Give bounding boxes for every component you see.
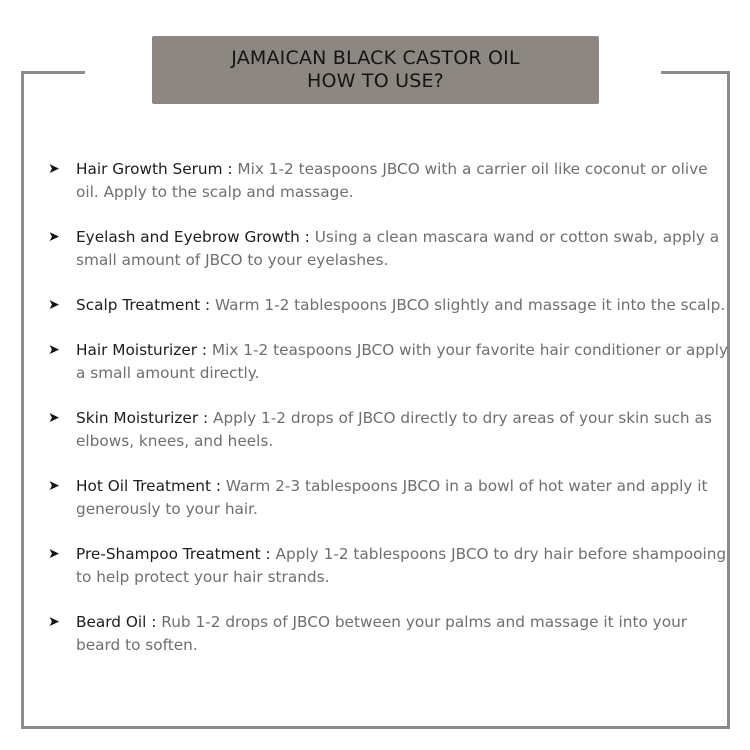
- item-description: Rub 1-2 drops of JBCO between your palms and massage it into your beard to soften.: [76, 613, 688, 654]
- item-label: Skin Moisturizer :: [76, 409, 213, 427]
- list-item: [48, 294, 733, 317]
- item-description: Mix 1-2 teaspoons JBCO with a carrier oil like coconut or olive oil. Apply to the scalp and massage.: [76, 160, 708, 201]
- item-label: Hair Moisturizer :: [76, 341, 212, 359]
- arrowhead-right-icon: ➤: [48, 614, 60, 630]
- title-banner: [152, 36, 599, 104]
- item-description: Apply 1-2 drops of JBCO directly to dry areas of your skin such as elbows, knees, and heels.: [76, 409, 712, 450]
- arrowhead-right-icon: ➤: [48, 546, 60, 562]
- item-label: Scalp Treatment :: [76, 296, 216, 314]
- item-description: Using a clean mascara wand or cotton swab, apply a small amount of JBCO to your eyelashes.: [76, 228, 720, 269]
- item-text: [76, 611, 733, 657]
- item-description: Apply 1-2 tablespoons JBCO to dry hair before shampooing to help protect your hair strands.: [76, 545, 727, 586]
- list-item: [48, 339, 733, 385]
- list-item: [48, 475, 733, 521]
- item-text: [76, 339, 733, 385]
- list-item: [48, 611, 733, 657]
- title-line-1: JAMAICAN BLACK CASTOR OIL: [231, 47, 520, 69]
- item-description: Warm 1-2 tablespoons JBCO slightly and massage it into the scalp.: [215, 296, 726, 314]
- item-text: [76, 407, 733, 453]
- item-text: [76, 475, 733, 521]
- list-item: [48, 543, 733, 589]
- usage-list: [48, 158, 733, 679]
- list-item: [48, 407, 733, 453]
- arrowhead-right-icon: ➤: [48, 342, 60, 358]
- item-text: [76, 226, 733, 272]
- title-line-2: HOW TO USE?: [307, 70, 444, 92]
- item-text: [76, 294, 733, 317]
- arrowhead-right-icon: ➤: [48, 229, 60, 245]
- list-item: [48, 158, 733, 204]
- item-description: Mix 1-2 teaspoons JBCO with your favorite hair conditioner or apply a small amount directly.: [76, 341, 729, 382]
- arrowhead-right-icon: ➤: [48, 478, 60, 494]
- item-text: [76, 158, 733, 204]
- item-label: Pre-Shampoo Treatment :: [76, 545, 276, 563]
- arrowhead-right-icon: ➤: [48, 297, 60, 313]
- item-text: [76, 543, 733, 589]
- arrowhead-right-icon: ➤: [48, 161, 60, 177]
- frame-top-right-segment: [661, 71, 730, 74]
- item-label: Eyelash and Eyebrow Growth :: [76, 228, 315, 246]
- arrowhead-right-icon: ➤: [48, 410, 60, 426]
- item-label: Hair Growth Serum :: [76, 160, 238, 178]
- frame-top-left-segment: [21, 71, 85, 74]
- item-label: Hot Oil Treatment :: [76, 477, 226, 495]
- list-item: [48, 226, 733, 272]
- item-label: Beard Oil :: [76, 613, 162, 631]
- item-description: Warm 2-3 tablespoons JBCO in a bowl of hot water and apply it generously to your hair.: [76, 477, 708, 518]
